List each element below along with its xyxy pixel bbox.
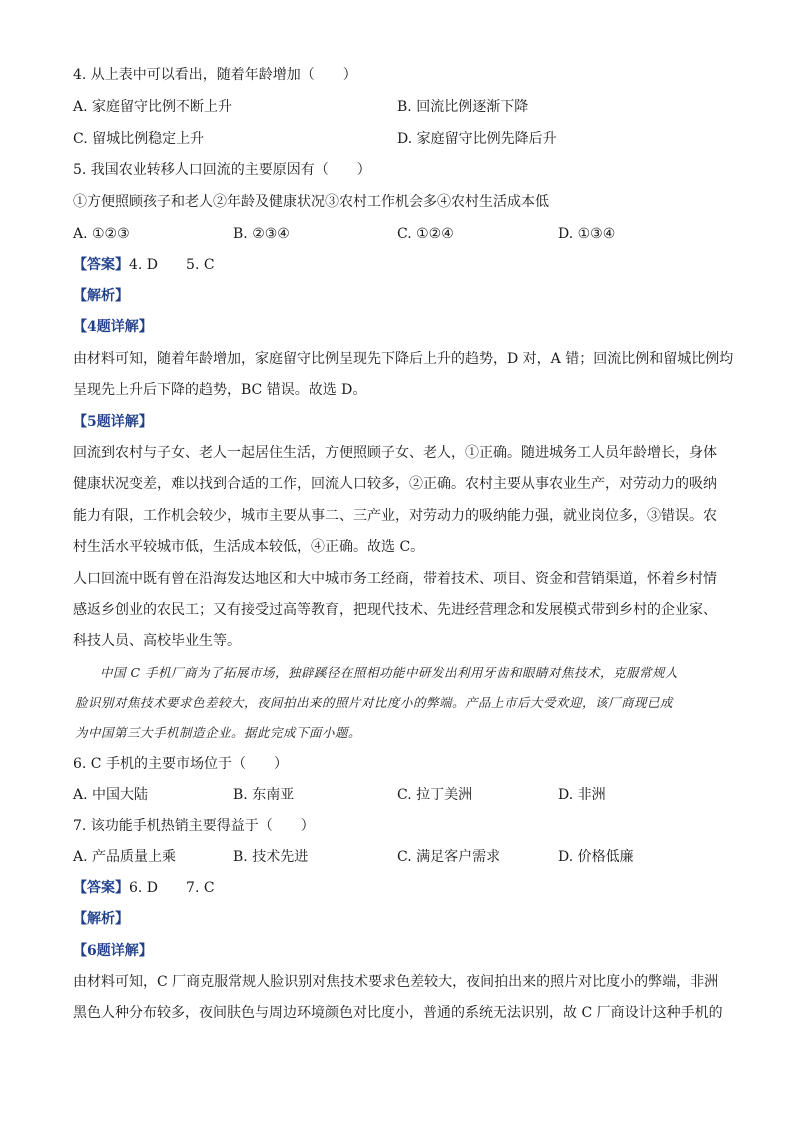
answer-tag: 【答案】 xyxy=(73,880,129,896)
q4-stem: 4. 从上表中可以看出，随着年龄增加（ ） xyxy=(73,67,357,83)
q4-option-d: D. 家庭留守比例先降后升 xyxy=(397,131,557,147)
q5-items: ①方便照顾孩子和老人②年龄及健康状况③农村工作机会多④农村生活成本低 xyxy=(73,194,549,210)
q5-option-c: C. ①②④ xyxy=(397,226,454,242)
q6-option-a: A. 中国大陆 xyxy=(73,787,149,803)
q4-option-a: A. 家庭留守比例不断上升 xyxy=(73,99,233,115)
q5-option-b: B. ②③④ xyxy=(233,226,290,242)
q6-option-c: C. 拉丁美洲 xyxy=(397,787,473,803)
material-line: 脸识别对焦技术要求色差较大，夜间拍出来的照片对比度小的弊端。产品上市后大受欢迎，该厂商现已成 xyxy=(75,695,674,710)
detail5-line: 人口回流中既有曾在沿海发达地区和大中城市务工经商，带着技术、项目、资金和营销渠道，怀着乡村情 xyxy=(73,571,717,587)
analysis-tag: 【解析】 xyxy=(73,911,129,927)
detail6-tag: 【6题详解】 xyxy=(73,943,153,959)
answer-text: 6. D 7. C xyxy=(129,880,215,896)
q7-option-c: C. 满足客户需求 xyxy=(397,849,501,865)
answer-block-1 xyxy=(73,256,215,274)
detail5-line: 村生活水平较城市低，生活成本较低，④正确。故选 C。 xyxy=(73,539,425,555)
q7-option-b: B. 技术先进 xyxy=(233,849,309,865)
answer-tag: 【答案】 xyxy=(73,257,129,273)
material-line: 为中国第三大手机制造企业。据此完成下面小题。 xyxy=(75,725,362,740)
q7-option-d: D. 价格低廉 xyxy=(558,849,634,865)
q5-option-a: A. ①②③ xyxy=(73,226,130,242)
answer-block-2 xyxy=(73,879,215,897)
q5-option-d: D. ①③④ xyxy=(558,226,616,242)
q4-option-c: C. 留城比例稳定上升 xyxy=(73,131,205,147)
q7-stem: 7. 该功能手机热销主要得益于（ ） xyxy=(73,818,315,834)
detail6-line: 黑色人种分布较多，夜间肤色与周边环境颜色对比度小，普通的系统无法识别，故 C 厂商设计这种手机的 xyxy=(73,1005,723,1021)
detail4-tag: 【4题详解】 xyxy=(73,319,153,335)
detail5-tag: 【5题详解】 xyxy=(73,414,153,430)
detail4-line: 呈现先上升后下降的趋势，BC 错误。故选 D。 xyxy=(73,382,367,398)
q4-option-b: B. 回流比例逐渐下降 xyxy=(397,99,529,115)
q6-option-d: D. 非洲 xyxy=(558,787,606,803)
detail5-line: 感返乡创业的农民工；又有接受过高等教育，把现代技术、先进经营理念和发展模式带到乡村的企业家、 xyxy=(73,602,717,618)
q5-stem: 5. 我国农业转移人口回流的主要原因有（ ） xyxy=(73,162,371,178)
detail6-line: 由材料可知，C 厂商克服常规人脸识别对焦技术要求色差较大，夜间拍出来的照片对比度小的弊端，非洲 xyxy=(73,974,719,990)
detail5-line: 回流到农村与子女、老人一起居住生活，方便照顾子女、老人，①正确。随进城务工人员年龄增长，身体 xyxy=(73,445,717,461)
detail4-line: 由材料可知，随着年龄增加，家庭留守比例呈现先下降后上升的趋势，D 对，A 错；回流比例和留城比例均 xyxy=(73,351,734,367)
detail5-line: 能力有限，工作机会较少，城市主要从事二、三产业，对劳动力的吸纳能力强，就业岗位多，③错误。农 xyxy=(73,508,717,524)
material-line: 中国 C 手机厂商为了拓展市场，独辟蹊径在照相功能中研发出利用牙齿和眼睛对焦技术，克服常规人 xyxy=(100,665,679,680)
q6-option-b: B. 东南亚 xyxy=(233,787,295,803)
analysis-tag: 【解析】 xyxy=(73,288,129,304)
answer-text: 4. D 5. C xyxy=(129,257,215,273)
q6-stem: 6. C 手机的主要市场位于（ ） xyxy=(73,756,288,772)
q7-option-a: A. 产品质量上乘 xyxy=(73,849,177,865)
detail5-line: 健康状况变差，难以找到合适的工作，回流人口较多，②正确。农村主要从事农业生产，对劳动力的吸纳 xyxy=(73,476,717,492)
detail5-line: 科技人员、高校毕业生等。 xyxy=(73,633,241,649)
